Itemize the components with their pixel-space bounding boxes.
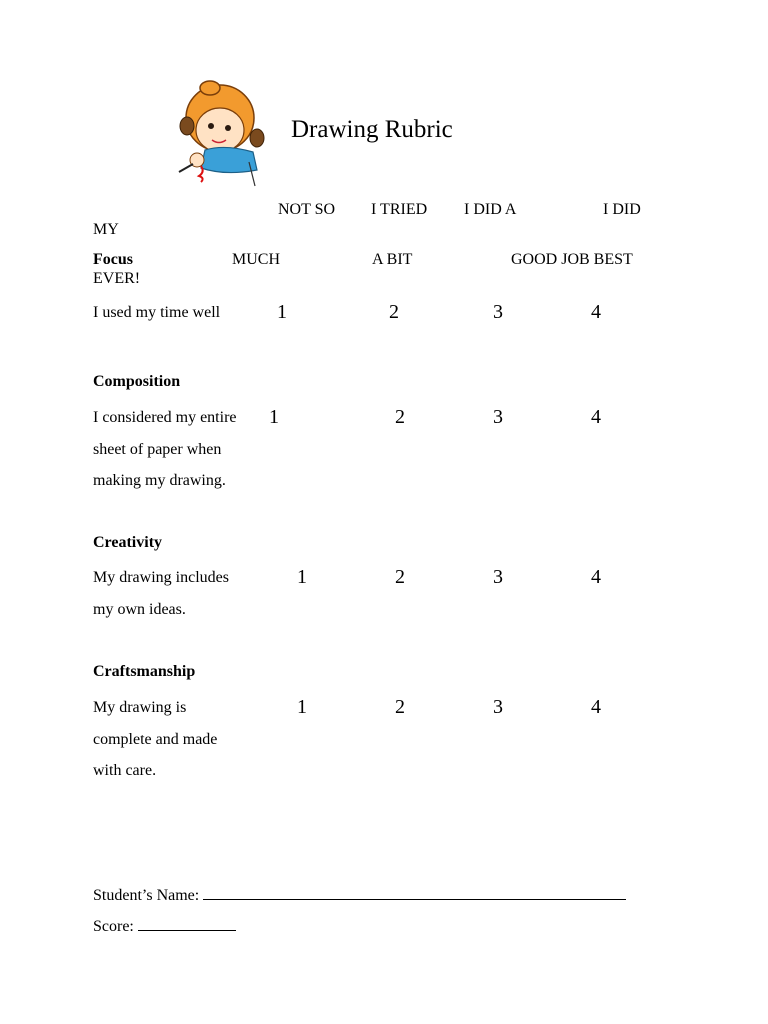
score-option: 4 [591,566,601,588]
student-name-blank[interactable] [203,885,626,900]
header-i-did: I DID [603,201,641,218]
header-not-so: NOT SO [278,201,336,218]
header-i-did-a: I DID A [464,201,517,218]
craftsmanship-heading: Craftsmanship [93,663,196,680]
criterion-text: My drawing includes [93,569,229,586]
criterion-text: complete and made [93,731,218,748]
page-title: Drawing Rubric [291,116,453,143]
score-option: 3 [493,406,503,428]
creativity-heading: Creativity [93,534,163,551]
header-wrap-my: MY [93,221,119,238]
score-option: 1 [297,696,307,718]
score-option: 4 [591,406,601,428]
score-row [93,916,236,936]
header-wrap-ever: EVER! [93,270,141,287]
score-option: 3 [493,301,503,323]
header-a-bit: A BIT [372,251,413,268]
criterion-text: I used my time well [93,304,221,321]
header-i-tried: I TRIED [371,201,428,218]
criterion-text: my own ideas. [93,601,186,618]
girl-drawing-illustration [165,78,280,188]
header-much: MUCH [232,251,281,268]
score-option: 1 [269,406,279,428]
criterion-text: My drawing is [93,699,187,716]
score-option: 2 [395,406,405,428]
criterion-text: sheet of paper when [93,441,222,458]
score-option: 4 [591,696,601,718]
score-label: Score: [93,918,134,935]
score-option: 3 [493,696,503,718]
score-option: 2 [389,301,399,323]
score-option: 3 [493,566,503,588]
student-name-row [93,885,626,905]
criterion-text: making my drawing. [93,472,226,489]
score-option: 2 [395,566,405,588]
score-blank[interactable] [138,916,236,931]
score-option: 2 [395,696,405,718]
score-option: 1 [297,566,307,588]
student-name-label: Student’s Name: [93,887,200,904]
header-good-job-best: GOOD JOB BEST [511,251,633,268]
score-option: 4 [591,301,601,323]
score-option: 1 [277,301,287,323]
composition-heading: Composition [93,373,181,390]
criterion-text: I considered my entire [93,409,237,426]
criterion-text: with care. [93,762,157,779]
focus-heading: Focus [93,251,133,268]
